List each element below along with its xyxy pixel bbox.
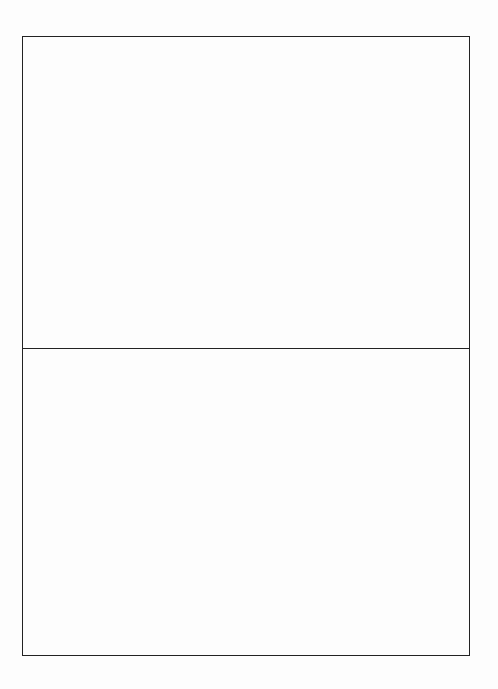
- section-divider: [22, 348, 470, 349]
- page-border: [22, 36, 470, 656]
